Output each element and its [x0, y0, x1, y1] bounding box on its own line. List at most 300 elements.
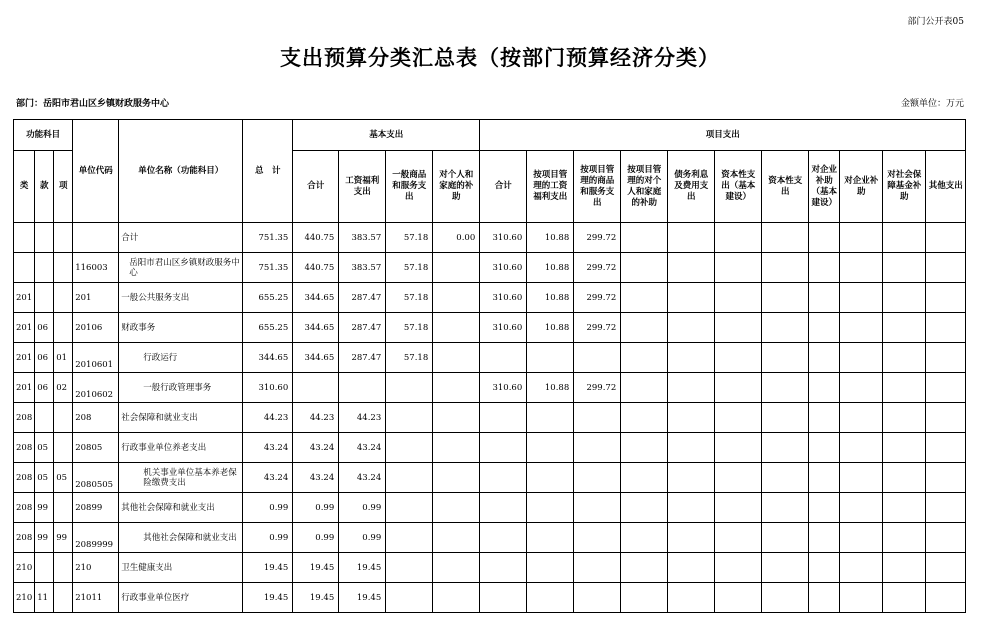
cell-empty [668, 283, 715, 313]
cell-empty [840, 433, 883, 463]
cell-total: 655.25 [243, 313, 293, 343]
cell-kuan: 11 [35, 583, 54, 613]
header-project-col-7: 对企业补助（基本建设） [809, 151, 840, 223]
cell-b-wage: 44.23 [339, 403, 386, 433]
cell-empty [621, 223, 668, 253]
page-title: 支出预算分类汇总表（按部门预算经济分类） [280, 46, 720, 70]
cell-b-person [433, 313, 480, 343]
cell-b-goods [386, 463, 433, 493]
cell-name: 其他社会保障和就业支出 [119, 493, 243, 523]
table-row [14, 463, 966, 493]
cell-b-person [433, 553, 480, 583]
cell-lei: 210 [14, 583, 35, 613]
cell-empty [715, 223, 762, 253]
cell-empty [762, 583, 809, 613]
cell-b-person [433, 583, 480, 613]
cell-empty [668, 343, 715, 373]
header-total: 总 计 [243, 120, 293, 223]
cell-b-person [433, 523, 480, 553]
cell-empty [668, 583, 715, 613]
cell-empty [809, 343, 840, 373]
cell-b-goods: 57.18 [386, 223, 433, 253]
cell-empty [762, 373, 809, 403]
cell-p-sum: 310.60 [480, 223, 527, 253]
cell-p-goods [574, 583, 621, 613]
cell-b-goods: 57.18 [386, 313, 433, 343]
cell-lei: 201 [14, 373, 35, 403]
cell-empty [762, 283, 809, 313]
cell-empty [715, 373, 762, 403]
cell-empty [621, 553, 668, 583]
cell-empty [668, 403, 715, 433]
cell-empty [715, 523, 762, 553]
cell-p-goods [574, 343, 621, 373]
cell-empty [762, 343, 809, 373]
cell-p-wage: 10.88 [527, 223, 574, 253]
cell-b-wage: 287.47 [339, 313, 386, 343]
cell-empty [883, 553, 926, 583]
cell-b-person [433, 343, 480, 373]
cell-empty [926, 253, 966, 283]
cell-b-wage: 43.24 [339, 433, 386, 463]
cell-b-person: 0.00 [433, 223, 480, 253]
cell-p-goods [574, 523, 621, 553]
cell-p-goods [574, 493, 621, 523]
cell-b-sum: 344.65 [293, 283, 339, 313]
cell-empty [926, 283, 966, 313]
cell-empty [762, 553, 809, 583]
cell-xiang [54, 223, 73, 253]
cell-lei: 208 [14, 433, 35, 463]
cell-p-sum: 310.60 [480, 313, 527, 343]
cell-empty [621, 583, 668, 613]
cell-empty [715, 463, 762, 493]
cell-kuan: 99 [35, 523, 54, 553]
cell-b-sum: 19.45 [293, 553, 339, 583]
table-number-label: 部门公开表05 [907, 17, 964, 27]
cell-total: 751.35 [243, 253, 293, 283]
cell-empty [668, 373, 715, 403]
cell-b-wage: 0.99 [339, 523, 386, 553]
cell-b-sum: 19.45 [293, 583, 339, 613]
cell-empty [840, 583, 883, 613]
cell-kuan [35, 253, 54, 283]
cell-kuan [35, 403, 54, 433]
cell-b-sum: 0.99 [293, 493, 339, 523]
cell-empty [883, 253, 926, 283]
cell-b-wage: 0.99 [339, 493, 386, 523]
cell-xiang: 99 [54, 523, 73, 553]
cell-b-person [433, 283, 480, 313]
header-kuan: 款 [35, 151, 54, 223]
cell-lei [14, 223, 35, 253]
cell-kuan [35, 553, 54, 583]
cell-p-sum [480, 583, 527, 613]
cell-b-wage: 19.45 [339, 553, 386, 583]
cell-empty [715, 343, 762, 373]
cell-b-person [433, 403, 480, 433]
cell-lei: 208 [14, 403, 35, 433]
cell-p-goods: 299.72 [574, 313, 621, 343]
cell-kuan: 06 [35, 373, 54, 403]
cell-kuan: 99 [35, 493, 54, 523]
cell-empty [883, 223, 926, 253]
cell-b-goods [386, 373, 433, 403]
table-row [14, 343, 966, 373]
cell-p-sum [480, 403, 527, 433]
cell-total: 19.45 [243, 553, 293, 583]
cell-b-person [433, 493, 480, 523]
header-project-col-6: 资本性支出 [762, 151, 809, 223]
cell-p-wage [527, 403, 574, 433]
cell-empty [926, 523, 966, 553]
cell-xiang [54, 433, 73, 463]
cell-kuan: 05 [35, 433, 54, 463]
cell-kuan [35, 283, 54, 313]
cell-empty [715, 313, 762, 343]
table-row [14, 313, 966, 343]
header-project-col-2: 按项目管理的商品和服务支出 [574, 151, 621, 223]
cell-total: 310.60 [243, 373, 293, 403]
cell-empty [926, 463, 966, 493]
cell-empty [809, 463, 840, 493]
cell-empty [715, 583, 762, 613]
cell-empty [926, 433, 966, 463]
cell-b-wage [339, 373, 386, 403]
table-row [14, 403, 966, 433]
cell-empty [762, 223, 809, 253]
cell-empty [926, 223, 966, 253]
cell-b-sum: 43.24 [293, 433, 339, 463]
cell-p-sum: 310.60 [480, 283, 527, 313]
cell-total: 0.99 [243, 523, 293, 553]
cell-b-person [433, 433, 480, 463]
cell-xiang [54, 583, 73, 613]
cell-empty [715, 493, 762, 523]
header-basic-col-1: 工资福利支出 [339, 151, 386, 223]
cell-name: 一般行政管理事务 [119, 373, 243, 403]
cell-p-wage [527, 463, 574, 493]
header-lei: 类 [14, 151, 35, 223]
cell-b-sum [293, 373, 339, 403]
cell-p-sum [480, 343, 527, 373]
cell-empty [621, 253, 668, 283]
cell-lei: 201 [14, 283, 35, 313]
cell-empty [840, 223, 883, 253]
cell-kuan [35, 223, 54, 253]
cell-empty [668, 433, 715, 463]
cell-lei [14, 253, 35, 283]
cell-name: 机关事业单位基本养老保险缴费支出 [119, 463, 243, 493]
cell-lei: 210 [14, 553, 35, 583]
cell-empty [621, 313, 668, 343]
cell-empty [809, 313, 840, 343]
cell-p-wage [527, 523, 574, 553]
cell-b-goods [386, 523, 433, 553]
cell-b-sum: 440.75 [293, 223, 339, 253]
cell-xiang: 02 [54, 373, 73, 403]
cell-total: 344.65 [243, 343, 293, 373]
cell-empty [668, 553, 715, 583]
unit-label: 金额单位：万元 [900, 99, 964, 109]
cell-empty [762, 523, 809, 553]
header-basic: 基本支出 [293, 120, 480, 151]
cell-empty [883, 583, 926, 613]
cell-lei: 201 [14, 343, 35, 373]
header-basic-col-0: 合计 [293, 151, 339, 223]
cell-name: 合计 [119, 223, 243, 253]
cell-empty [883, 523, 926, 553]
cell-empty [715, 433, 762, 463]
header-project-col-3: 按项目管理的对个人和家庭的补助 [621, 151, 668, 223]
cell-total: 655.25 [243, 283, 293, 313]
cell-name: 行政事业单位医疗 [119, 583, 243, 613]
header-basic-col-2: 一般商品和服务支出 [386, 151, 433, 223]
table-row [14, 253, 966, 283]
cell-p-goods [574, 403, 621, 433]
cell-p-sum [480, 523, 527, 553]
cell-code: 20805 [73, 433, 119, 463]
header-unit-name: 单位名称（功能科目） [119, 120, 243, 223]
cell-empty [668, 313, 715, 343]
cell-empty [715, 283, 762, 313]
cell-empty [809, 223, 840, 253]
table-row [14, 373, 966, 403]
header-project-col-0: 合计 [480, 151, 527, 223]
cell-empty [715, 403, 762, 433]
cell-empty [762, 433, 809, 463]
cell-total: 43.24 [243, 433, 293, 463]
cell-name: 行政事业单位养老支出 [119, 433, 243, 463]
header-project-col-4: 债务利息及费用支出 [668, 151, 715, 223]
cell-empty [926, 373, 966, 403]
cell-name: 行政运行 [119, 343, 243, 373]
department-label: 部门：岳阳市君山区乡镇财政服务中心 [16, 99, 170, 109]
cell-empty [809, 583, 840, 613]
cell-empty [840, 253, 883, 283]
cell-name: 社会保障和就业支出 [119, 403, 243, 433]
cell-name: 其他社会保障和就业支出 [119, 523, 243, 553]
cell-empty [840, 283, 883, 313]
cell-empty [840, 373, 883, 403]
cell-total: 751.35 [243, 223, 293, 253]
cell-p-sum [480, 463, 527, 493]
cell-p-wage [527, 553, 574, 583]
cell-p-wage [527, 433, 574, 463]
cell-b-person [433, 253, 480, 283]
cell-lei: 201 [14, 313, 35, 343]
cell-total: 19.45 [243, 583, 293, 613]
cell-empty [621, 493, 668, 523]
cell-name: 财政事务 [119, 313, 243, 343]
table-row [14, 223, 966, 253]
cell-name: 岳阳市君山区乡镇财政服务中心 [119, 253, 243, 283]
cell-b-wage: 19.45 [339, 583, 386, 613]
cell-empty [840, 403, 883, 433]
cell-empty [809, 523, 840, 553]
cell-code: 20106 [73, 313, 119, 343]
cell-code: 201 [73, 283, 119, 313]
cell-empty [926, 583, 966, 613]
cell-code [73, 223, 119, 253]
cell-empty [926, 553, 966, 583]
cell-code: 2089999 [73, 523, 119, 553]
cell-p-sum: 310.60 [480, 253, 527, 283]
cell-kuan: 05 [35, 463, 54, 493]
header-project-col-9: 对社会保障基金补助 [883, 151, 926, 223]
table-row [14, 283, 966, 313]
cell-empty [809, 403, 840, 433]
cell-xiang [54, 313, 73, 343]
cell-p-goods: 299.72 [574, 223, 621, 253]
cell-empty [926, 493, 966, 523]
cell-code: 20899 [73, 493, 119, 523]
cell-b-goods [386, 553, 433, 583]
cell-p-wage [527, 343, 574, 373]
cell-code: 21011 [73, 583, 119, 613]
cell-empty [668, 463, 715, 493]
cell-empty [621, 523, 668, 553]
cell-name: 一般公共服务支出 [119, 283, 243, 313]
cell-empty [840, 463, 883, 493]
cell-total: 44.23 [243, 403, 293, 433]
cell-empty [621, 283, 668, 313]
cell-b-wage: 287.47 [339, 283, 386, 313]
cell-code: 2080505 [73, 463, 119, 493]
cell-total: 43.24 [243, 463, 293, 493]
cell-code: 208 [73, 403, 119, 433]
header-basic-col-3: 对个人和家庭的补助 [433, 151, 480, 223]
cell-b-goods: 57.18 [386, 343, 433, 373]
header-xiang: 项 [54, 151, 73, 223]
cell-empty [926, 313, 966, 343]
cell-b-sum: 43.24 [293, 463, 339, 493]
cell-empty [715, 253, 762, 283]
cell-p-wage [527, 583, 574, 613]
cell-empty [883, 463, 926, 493]
cell-lei: 208 [14, 523, 35, 553]
budget-table [13, 119, 966, 613]
cell-empty [762, 253, 809, 283]
cell-empty [809, 253, 840, 283]
cell-p-goods: 299.72 [574, 373, 621, 403]
cell-code: 2010602 [73, 373, 119, 403]
cell-b-wage: 43.24 [339, 463, 386, 493]
cell-p-goods [574, 433, 621, 463]
cell-p-sum: 310.60 [480, 373, 527, 403]
cell-xiang [54, 553, 73, 583]
cell-empty [668, 253, 715, 283]
cell-empty [809, 283, 840, 313]
cell-b-goods [386, 403, 433, 433]
cell-empty [762, 493, 809, 523]
cell-p-goods [574, 463, 621, 493]
header-func-subject: 功能科目 [14, 120, 73, 151]
cell-empty [668, 223, 715, 253]
cell-b-goods [386, 493, 433, 523]
cell-b-wage: 383.57 [339, 253, 386, 283]
cell-lei: 208 [14, 493, 35, 523]
cell-empty [762, 313, 809, 343]
cell-p-wage: 10.88 [527, 313, 574, 343]
cell-kuan: 06 [35, 343, 54, 373]
cell-b-wage: 383.57 [339, 223, 386, 253]
header-project-col-10: 其他支出 [926, 151, 966, 223]
cell-kuan: 06 [35, 313, 54, 343]
cell-lei: 208 [14, 463, 35, 493]
cell-empty [883, 313, 926, 343]
table-row [14, 493, 966, 523]
cell-b-sum: 344.65 [293, 343, 339, 373]
cell-xiang: 05 [54, 463, 73, 493]
cell-empty [621, 433, 668, 463]
cell-p-wage: 10.88 [527, 373, 574, 403]
cell-b-sum: 440.75 [293, 253, 339, 283]
cell-b-sum: 344.65 [293, 313, 339, 343]
cell-xiang [54, 403, 73, 433]
cell-empty [668, 523, 715, 553]
cell-xiang [54, 283, 73, 313]
cell-p-sum [480, 493, 527, 523]
table-row [14, 583, 966, 613]
header-project-col-1: 按项目管理的工资福利支出 [527, 151, 574, 223]
cell-b-sum: 0.99 [293, 523, 339, 553]
cell-empty [840, 493, 883, 523]
cell-b-goods: 57.18 [386, 253, 433, 283]
cell-b-goods: 57.18 [386, 283, 433, 313]
header-project-col-8: 对企业补助 [840, 151, 883, 223]
cell-xiang [54, 253, 73, 283]
cell-empty [668, 493, 715, 523]
cell-empty [809, 433, 840, 463]
cell-empty [840, 553, 883, 583]
cell-empty [883, 493, 926, 523]
cell-b-person [433, 463, 480, 493]
cell-p-sum [480, 433, 527, 463]
cell-p-goods [574, 553, 621, 583]
cell-empty [883, 283, 926, 313]
cell-b-person [433, 373, 480, 403]
cell-empty [926, 403, 966, 433]
cell-empty [883, 433, 926, 463]
header-project: 项目支出 [480, 120, 966, 151]
cell-empty [883, 373, 926, 403]
cell-empty [715, 553, 762, 583]
cell-empty [621, 403, 668, 433]
cell-name: 卫生健康支出 [119, 553, 243, 583]
cell-empty [883, 403, 926, 433]
cell-p-wage [527, 493, 574, 523]
cell-empty [762, 403, 809, 433]
cell-p-wage: 10.88 [527, 253, 574, 283]
header-project-col-5: 资本性支出（基本建设） [715, 151, 762, 223]
cell-total: 0.99 [243, 493, 293, 523]
cell-p-wage: 10.88 [527, 283, 574, 313]
cell-empty [621, 343, 668, 373]
table-row [14, 553, 966, 583]
cell-empty [840, 523, 883, 553]
cell-p-goods: 299.72 [574, 253, 621, 283]
cell-empty [621, 463, 668, 493]
cell-p-goods: 299.72 [574, 283, 621, 313]
table-row [14, 433, 966, 463]
cell-empty [926, 343, 966, 373]
cell-b-goods [386, 433, 433, 463]
cell-xiang: 01 [54, 343, 73, 373]
cell-empty [840, 313, 883, 343]
cell-code: 2010601 [73, 343, 119, 373]
cell-code: 116003 [73, 253, 119, 283]
